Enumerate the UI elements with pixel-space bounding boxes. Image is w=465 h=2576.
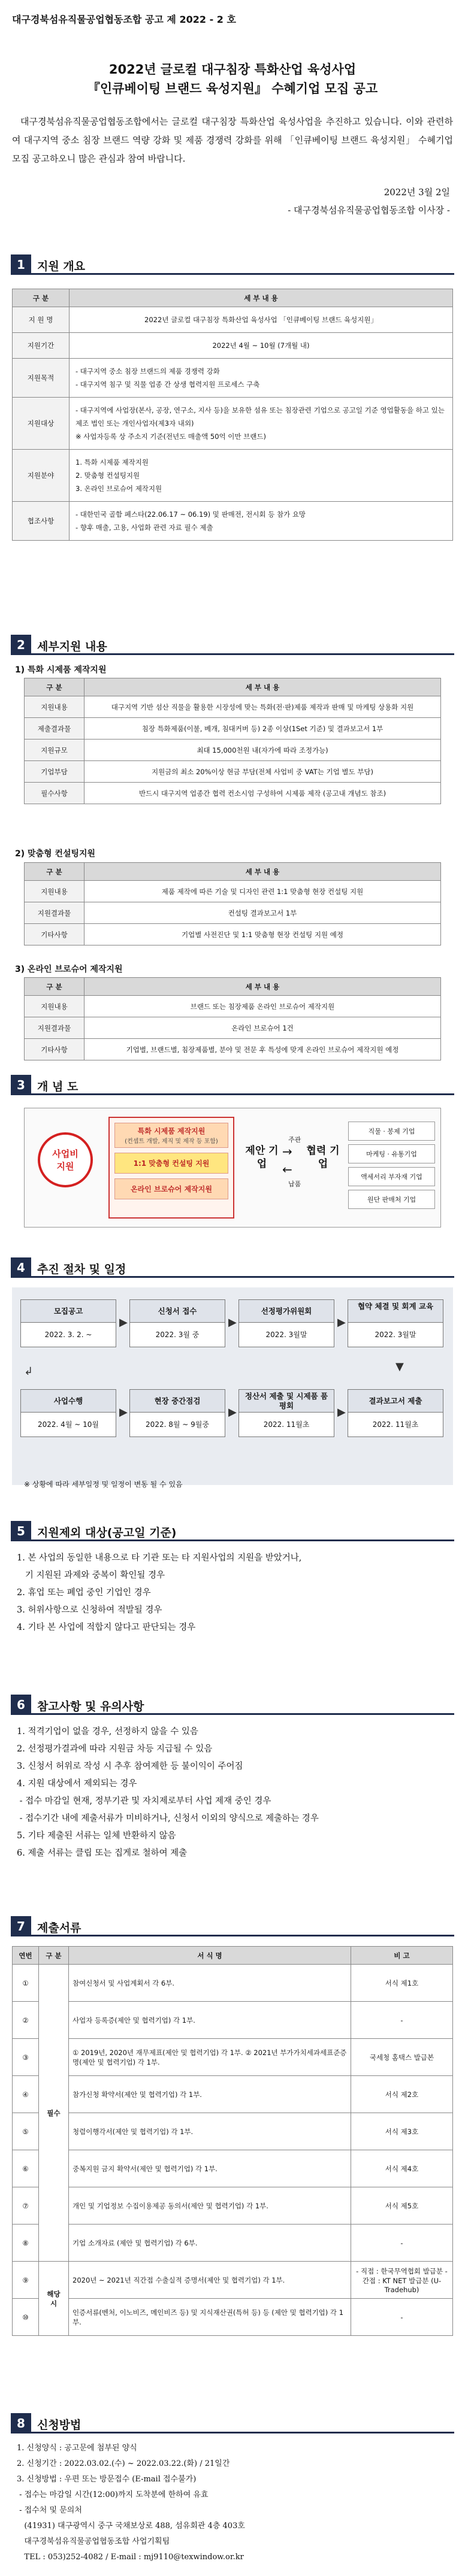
document-note: 서식 제4호 <box>351 2150 453 2187</box>
row-label: 지원목적 <box>13 359 70 398</box>
row-content: 최대 15,000천원 내(자가에 따라 조정가능) <box>84 740 441 761</box>
partner-item: 마케팅 · 유통기업 <box>348 1144 435 1163</box>
row-line: 3. 온라인 브로슈어 제작지원 <box>76 484 162 493</box>
document-note: - <box>351 2002 453 2039</box>
arrow-return-icon: ↲ <box>24 1365 34 1378</box>
process-step-date: 2022. 11월초 <box>372 1420 419 1429</box>
section-title: 참고사항 및 유의사항 <box>37 1700 144 1713</box>
document-name: 참여신청서 및 사업계획서 각 6부. <box>69 1965 351 2002</box>
row-content: 온라인 브로슈어 1건 <box>84 1017 441 1039</box>
document-row <box>13 2150 453 2187</box>
support-item-brochure: 온라인 브로슈어 제작지원 <box>114 1178 228 1199</box>
row-label: 지원내용 <box>25 696 84 718</box>
process-step-title: 정산서 제출 및 시제품 품평회 <box>239 1390 334 1413</box>
section-number: 3 <box>11 1075 31 1095</box>
document-number: ⑧ <box>13 2225 39 2262</box>
process-step <box>238 1389 334 1437</box>
process-step-title: 결과보고서 제출 <box>348 1390 443 1413</box>
list-item: 기 지원된 과제와 중복이 확인될 경우 <box>17 1571 165 1580</box>
apply-line: (41931) 대구광역시 중구 국채보상로 488, 섬유회관 4층 403호 <box>17 2522 245 2530</box>
row-content: 침장 특화제품(이불, 베개, 침대커버 등) 2종 이상(1Set 기준) 및 결과보고서 1부 <box>84 718 441 740</box>
process-step <box>20 1299 116 1347</box>
funding-badge <box>38 1132 93 1187</box>
detail-row <box>25 1039 441 1060</box>
detail-row <box>25 924 441 945</box>
subtitle-brochure: 3) 온라인 브로슈어 제작지원 <box>15 965 123 974</box>
row-label: 지원분야 <box>13 450 70 502</box>
overview-row <box>13 333 453 359</box>
section-2-header <box>11 635 454 655</box>
arrow-right-icon: → <box>282 1144 292 1159</box>
process-step-date: 2022. 3월 중 <box>155 1331 200 1339</box>
arrow-right-icon: ▶ <box>119 1316 128 1329</box>
section-title: 지원 개요 <box>37 260 86 273</box>
list-item: 3. 신청서 허위로 작성 시 추후 참여제한 등 불이익이 주어짐 <box>17 1762 243 1771</box>
list-item: 2. 선정평가결과에 따라 지원금 차등 지급될 수 있음 <box>17 1744 213 1754</box>
header-cell: 세 부 내 용 <box>84 978 441 996</box>
group-required: 필수 <box>39 1965 69 2262</box>
header-cell: 세 부 내 용 <box>70 289 453 307</box>
document-name: 청렴이행각서(제안 및 협력기업) 각 1부. <box>69 2113 351 2150</box>
list-item: 3. 허위사항으로 신청하여 적발될 경우 <box>17 1605 162 1615</box>
arrow-right-icon: ▶ <box>228 1316 237 1329</box>
row-line: - 대구지역 침구 및 직물 업종 간 상생 협력지원 프로세스 구축 <box>76 380 260 389</box>
document-name: ① 2019년, 2020년 재무제표(제안 및 협력기업) 각 1부. ② 2021년 부가가치세과세표준증명(제안 및 협력기업) 각 1부. <box>69 2039 351 2076</box>
list-item: 2. 휴업 또는 폐업 중인 기업인 경우 <box>17 1588 151 1598</box>
section-3-header <box>11 1075 454 1095</box>
process-step-date: 2022. 4월 ~ 10월 <box>38 1420 99 1429</box>
arrow-down-icon: ▼ <box>395 1360 404 1373</box>
row-line: 2022년 글로컬 대구침장 특화산업 육성사업 「인큐베이팅 브랜드 육성지원」 <box>144 316 378 324</box>
row-label: 기타사항 <box>25 1039 84 1060</box>
partner-item: 액세서리 부자재 기업 <box>348 1167 435 1186</box>
document-note: 서식 제3호 <box>351 2113 453 2150</box>
document-number: ① <box>13 1965 39 2002</box>
row-content <box>70 307 453 333</box>
document-name: 기업 소개자료 (제안 및 협력기업) 각 6부. <box>69 2225 351 2262</box>
process-step-date: 2022. 11월초 <box>263 1420 310 1429</box>
section-6-header <box>11 1695 454 1715</box>
process-step <box>129 1389 225 1437</box>
prototype-table <box>24 678 441 804</box>
document-number: ⑨ <box>13 2262 39 2299</box>
intro-paragraph: 대구경북섬유직물공업협동조합에서는 글로컬 대구침장 특화산업 육성사업을 추진하고 있습니다. 이와 관련하여 대구지역 중소 침장 브랜드 역량 강화 및 제품 경쟁력 강화를 위해 「인큐베이팅 브랜드 육성지원」 수혜기업모집 공고하오니 많은 관심과 참여 바랍니다. <box>12 116 453 164</box>
header-cell: 세 부 내 용 <box>84 863 441 881</box>
row-content: 기업별, 브랜드별, 침장제품별, 분야 및 전문 후 특성에 맞게 온라인 브로슈어 제작지원 예정 <box>84 1039 441 1060</box>
row-content: 브랜드 또는 침장제품 온라인 브로슈어 제작지원 <box>84 996 441 1017</box>
notice-number: 대구경북섬유직물공업협동조합 공고 제 2022 - 2 호 <box>12 14 236 25</box>
overview-row <box>13 359 453 398</box>
process-step-title: 현장 중간점검 <box>130 1390 225 1413</box>
support-item-prototype <box>114 1123 228 1148</box>
row-label: 지원내용 <box>25 881 84 902</box>
group-conditional: 해당 시 <box>39 2262 69 2336</box>
apply-line: 3. 신청방법 : 우편 또는 방문접수 (E-mail 접수불가) <box>17 2475 197 2484</box>
notice-date: 2022년 3월 2일 <box>384 187 450 198</box>
header-cell: 연번 <box>13 1947 39 1965</box>
row-line: - 대구지역에 사업장(본사, 공장, 연구소, 지사 등)을 보유한 섬유 또는 침장관련 기업으로 공고일 기준 영업활동을 하고 있는 제조 법인 또는 개인사업자(제3자 내외) <box>76 406 445 428</box>
process-step-date: 2022. 8월 ~ 9월중 <box>146 1420 209 1429</box>
title-line-2: 『인큐베이팅 브랜드 육성지원』 수혜기업 모집 공고 <box>87 81 378 96</box>
arrow-right-icon: ▶ <box>228 1406 237 1419</box>
arrow-host-label: 주관 <box>288 1136 301 1144</box>
row-line: 2. 맞춤형 컨설팅지원 <box>76 471 140 480</box>
row-label: 지 원 명 <box>13 307 70 333</box>
document-row <box>13 2262 453 2299</box>
list-item: 4. 지원 대상에서 제외되는 경우 <box>17 1779 137 1789</box>
detail-row <box>25 761 441 783</box>
section-7-header <box>11 1916 454 1936</box>
row-line: - 대한민국 골함 페스타(22.06.17 ~ 06.19) 및 판매전, 전시회 등 참가 요망 <box>76 510 306 519</box>
row-content: 컨설팅 결과보고서 1부 <box>84 902 441 924</box>
detail-row <box>25 718 441 740</box>
process-step-title: 협약 체결 및 회계 교육 <box>348 1300 443 1323</box>
section-8-header <box>11 2413 454 2433</box>
center-support-box <box>108 1117 234 1219</box>
header-cell: 구 분 <box>25 978 84 996</box>
document-number: ③ <box>13 2039 39 2076</box>
list-item: 5. 기타 제출된 서류는 일체 반환하지 않음 <box>17 1831 176 1841</box>
process-step <box>20 1389 116 1437</box>
detail-row <box>25 881 441 902</box>
detail-row <box>25 696 441 718</box>
row-label: 지원기간 <box>13 333 70 359</box>
document-note: 서식 제5호 <box>351 2187 453 2225</box>
row-content <box>70 398 453 450</box>
support-item-prototype-sub: (컨셉트 개발, 제직 및 제작 등 포함) <box>125 1138 218 1145</box>
section-title: 제출서류 <box>37 1922 81 1935</box>
process-note: ※ 상황에 따라 세부일정 및 일정이 변동 될 수 있음 <box>24 1480 183 1489</box>
documents-table <box>12 1946 453 2336</box>
row-content <box>70 359 453 398</box>
row-content <box>70 502 453 541</box>
section-5-header <box>11 1521 454 1541</box>
section-4-header <box>11 1257 454 1278</box>
row-line: 2022년 4월 ~ 10월 (7개월 내) <box>212 341 310 350</box>
row-label: 제출결과물 <box>25 718 84 740</box>
list-item: 1. 본 사업의 동일한 내용으로 타 기관 또는 타 지원사업의 지원을 받았거나, <box>17 1553 302 1563</box>
header-cell: 구 분 <box>39 1947 69 1965</box>
document-name: 참가신청 확약서(제안 및 협력기업) 각 1부. <box>69 2076 351 2113</box>
concept-diagram <box>24 1108 441 1228</box>
header-cell: 구 분 <box>13 289 70 307</box>
brochure-table <box>24 977 441 1060</box>
arrow-right-icon: ▶ <box>337 1406 346 1419</box>
header-cell: 비 고 <box>351 1947 453 1965</box>
exclusion-list <box>17 1550 448 1636</box>
document-number: ⑦ <box>13 2187 39 2225</box>
support-item-prototype-text: 특화 시제품 제작지원 <box>137 1127 206 1135</box>
process-step-title: 사업수행 <box>21 1390 116 1413</box>
document-number: ⑤ <box>13 2113 39 2150</box>
process-step-date: 2022. 3. 2. ~ <box>44 1331 92 1339</box>
process-step-date: 2022. 3월말 <box>265 1331 307 1339</box>
header-cell: 세 부 내 용 <box>84 678 441 696</box>
process-step <box>348 1389 443 1437</box>
document-row <box>13 2039 453 2076</box>
overview-row <box>13 450 453 502</box>
apply-line: 대구경북섬유직물공업협동조합 사업기획팀 <box>17 2537 170 2546</box>
row-label: 기타사항 <box>25 924 84 945</box>
apply-line: TEL : 053)252-4082 / E-mail : mj9110@texwindow.or.kr <box>17 2553 244 2562</box>
document-number: ⑥ <box>13 2150 39 2187</box>
row-line: - 향후 매출, 고용, 사업화 관련 자료 필수 제출 <box>76 523 213 532</box>
detail-row <box>25 996 441 1017</box>
row-label: 지원결과물 <box>25 902 84 924</box>
document-note: - 직접 : 한국무역협회 발급분 - 간접 : KT NET 발급분 (U-Tradehub) <box>351 2262 453 2299</box>
title-line-1: 2022년 글로컬 대구침장 특화산업 육성사업 <box>108 62 357 77</box>
section-title: 추진 절차 및 일정 <box>37 1263 126 1276</box>
consulting-table <box>24 862 441 945</box>
row-line: ※ 사업자등록 상 주소지 기준(전년도 매출액 50억 이만 브랜드) <box>76 432 266 441</box>
row-content: 대구지역 기반 섬산 직물을 활용한 시장성에 맞는 특화(전·판)제품 제작과 판매 및 마케팅 상용화 지원 <box>84 696 441 718</box>
apply-line: - 접수는 마감일 시간(12:00)까지 도착분에 한하여 유효 <box>17 2490 209 2499</box>
header-cell: 구 분 <box>25 678 84 696</box>
apply-line: 1. 신청양식 : 공고문에 첨부된 양식 <box>17 2444 137 2453</box>
list-item: 1. 적격기업이 없을 경우, 선정하지 않을 수 있음 <box>17 1727 198 1736</box>
issuer: - 대구경북섬유직물공업협동조합 이사장 - <box>288 205 450 216</box>
support-item-consulting: 1:1 맞춤형 컨설팅 지원 <box>114 1153 228 1174</box>
process-step <box>238 1299 334 1347</box>
section-number: 2 <box>11 635 31 655</box>
section-title: 신청방법 <box>37 2419 81 2432</box>
process-step <box>348 1299 443 1347</box>
partner-item: 원단 판매처 기업 <box>348 1190 435 1209</box>
document-row <box>13 2076 453 2113</box>
document-note: 서식 제2호 <box>351 2076 453 2113</box>
document-row <box>13 2187 453 2225</box>
process-step <box>129 1299 225 1347</box>
document-note: 서식 제1호 <box>351 1965 453 2002</box>
overview-row <box>13 502 453 541</box>
partner-list <box>348 1122 435 1213</box>
section-number: 8 <box>11 2413 31 2433</box>
document-name: 사업자 등록증(제안 및 협력기업) 각 1부. <box>69 2002 351 2039</box>
list-item: - 접수 마감일 현재, 정부기관 및 자치제로부터 사업 제재 중인 경우 <box>17 1796 271 1806</box>
document-row <box>13 2225 453 2262</box>
document-number: ② <box>13 2002 39 2039</box>
document-number: ④ <box>13 2076 39 2113</box>
apply-line: - 접수처 및 문의처 <box>17 2506 82 2515</box>
subtitle-consulting: 2) 맞춤형 컨설팅지원 <box>15 849 96 859</box>
document-name: 인증서류(벤처, 이노비즈, 메인비즈 등) 및 지식재산권(특허 등) 등 (제안 및 협력기업) 각 1부. <box>69 2299 351 2336</box>
document-name: 중복지원 금지 확약서(제안 및 협력기업) 각 1부. <box>69 2150 351 2187</box>
notes-list <box>17 1723 448 1862</box>
row-label: 지원대상 <box>13 398 70 450</box>
proposing-company: 제안 기업 <box>245 1145 279 1170</box>
apply-list <box>17 2441 448 2565</box>
arrow-right-icon: ▶ <box>119 1406 128 1419</box>
process-step-title: 신청서 접수 <box>130 1300 225 1323</box>
section-number: 7 <box>11 1916 31 1936</box>
section-number: 6 <box>11 1695 31 1715</box>
row-label: 지원결과물 <box>25 1017 84 1039</box>
row-line: - 대구지역 중소 침장 브랜드의 제품 경쟁력 강화 <box>76 367 220 375</box>
arrow-left-icon: ← <box>282 1162 292 1177</box>
process-step-title: 모집공고 <box>21 1300 116 1323</box>
document-note: 국세청 홈택스 발급본 <box>351 2039 453 2076</box>
row-content <box>70 450 453 502</box>
overview-row <box>13 398 453 450</box>
detail-row <box>25 783 441 804</box>
row-label: 기업부담 <box>25 761 84 783</box>
funding-badge-text: 사업비 지원 <box>52 1148 78 1172</box>
header-cell: 서 식 명 <box>69 1947 351 1965</box>
section-title: 개 념 도 <box>37 1080 78 1093</box>
section-number: 4 <box>11 1257 31 1278</box>
subtitle-prototype: 1) 특화 시제품 제작지원 <box>15 665 107 675</box>
process-step-date: 2022. 3월말 <box>375 1331 416 1339</box>
document-row <box>13 2002 453 2039</box>
partner-item: 직물 · 봉제 기업 <box>348 1122 435 1141</box>
row-label: 필수사항 <box>25 783 84 804</box>
row-content: 기업별 사전진단 및 1:1 맞춤형 현장 컨설팅 지원 예정 <box>84 924 441 945</box>
document-row <box>13 2113 453 2150</box>
row-line: 1. 특화 시제품 제작지원 <box>76 458 149 466</box>
list-item: 6. 제출 서류는 클립 또는 집게로 철하여 제출 <box>17 1848 188 1858</box>
document-row <box>13 1965 453 2002</box>
section-number: 5 <box>11 1521 31 1541</box>
row-label: 지원내용 <box>25 996 84 1017</box>
overview-table <box>12 289 453 541</box>
section-number: 1 <box>11 254 31 275</box>
process-flow <box>12 1287 453 1485</box>
section-title: 지원제외 대상(공고일 기준) <box>37 1526 177 1539</box>
row-content <box>70 333 453 359</box>
overview-row <box>13 307 453 333</box>
arrow-delivery-label: 납품 <box>288 1180 301 1188</box>
document-note: - <box>351 2225 453 2262</box>
section-1-header <box>11 254 454 275</box>
document-number: ⑩ <box>13 2299 39 2336</box>
document-name: 개인 및 기업정보 수집이용제공 동의서(제안 및 협력기업) 각 1부. <box>69 2187 351 2225</box>
row-label: 협조사항 <box>13 502 70 541</box>
row-content: 반드시 대구지역 업종간 협력 컨소시엄 구성하여 시제품 제작 (공고내 개념도 참조) <box>84 783 441 804</box>
apply-line: 2. 신청기간 : 2022.03.02.(수) ~ 2022.03.22.(화) / 21일간 <box>17 2459 230 2468</box>
list-item: - 접수기간 내에 제출서류가 미비하거나, 신청서 이외의 양식으로 제출하는 경우 <box>17 1814 319 1823</box>
list-item: 4. 기타 본 사업에 적합지 않다고 판단되는 경우 <box>17 1623 196 1632</box>
header-cell: 구 분 <box>25 863 84 881</box>
detail-row <box>25 902 441 924</box>
document-row <box>13 2299 453 2336</box>
process-step-title: 선정평가위원회 <box>239 1300 334 1323</box>
row-content: 제품 제작에 따른 기술 및 디자인 관련 1:1 맞춤형 현장 컨설팅 지원 <box>84 881 441 902</box>
row-label: 지원규모 <box>25 740 84 761</box>
detail-row <box>25 740 441 761</box>
section-title: 세부지원 내용 <box>37 640 107 653</box>
row-content: 지원금의 최소 20%이상 현금 부담(전체 사업비 중 VAT는 기업 별도 부담) <box>84 761 441 783</box>
document-name: 2020년 ~ 2021년 직간접 수출실적 증명서(제안 및 협력기업) 각 1부. <box>69 2262 351 2299</box>
arrow-right-icon: ▶ <box>337 1316 346 1329</box>
document-note: - <box>351 2299 453 2336</box>
partner-company: 협력 기업 <box>306 1145 340 1170</box>
detail-row <box>25 1017 441 1039</box>
